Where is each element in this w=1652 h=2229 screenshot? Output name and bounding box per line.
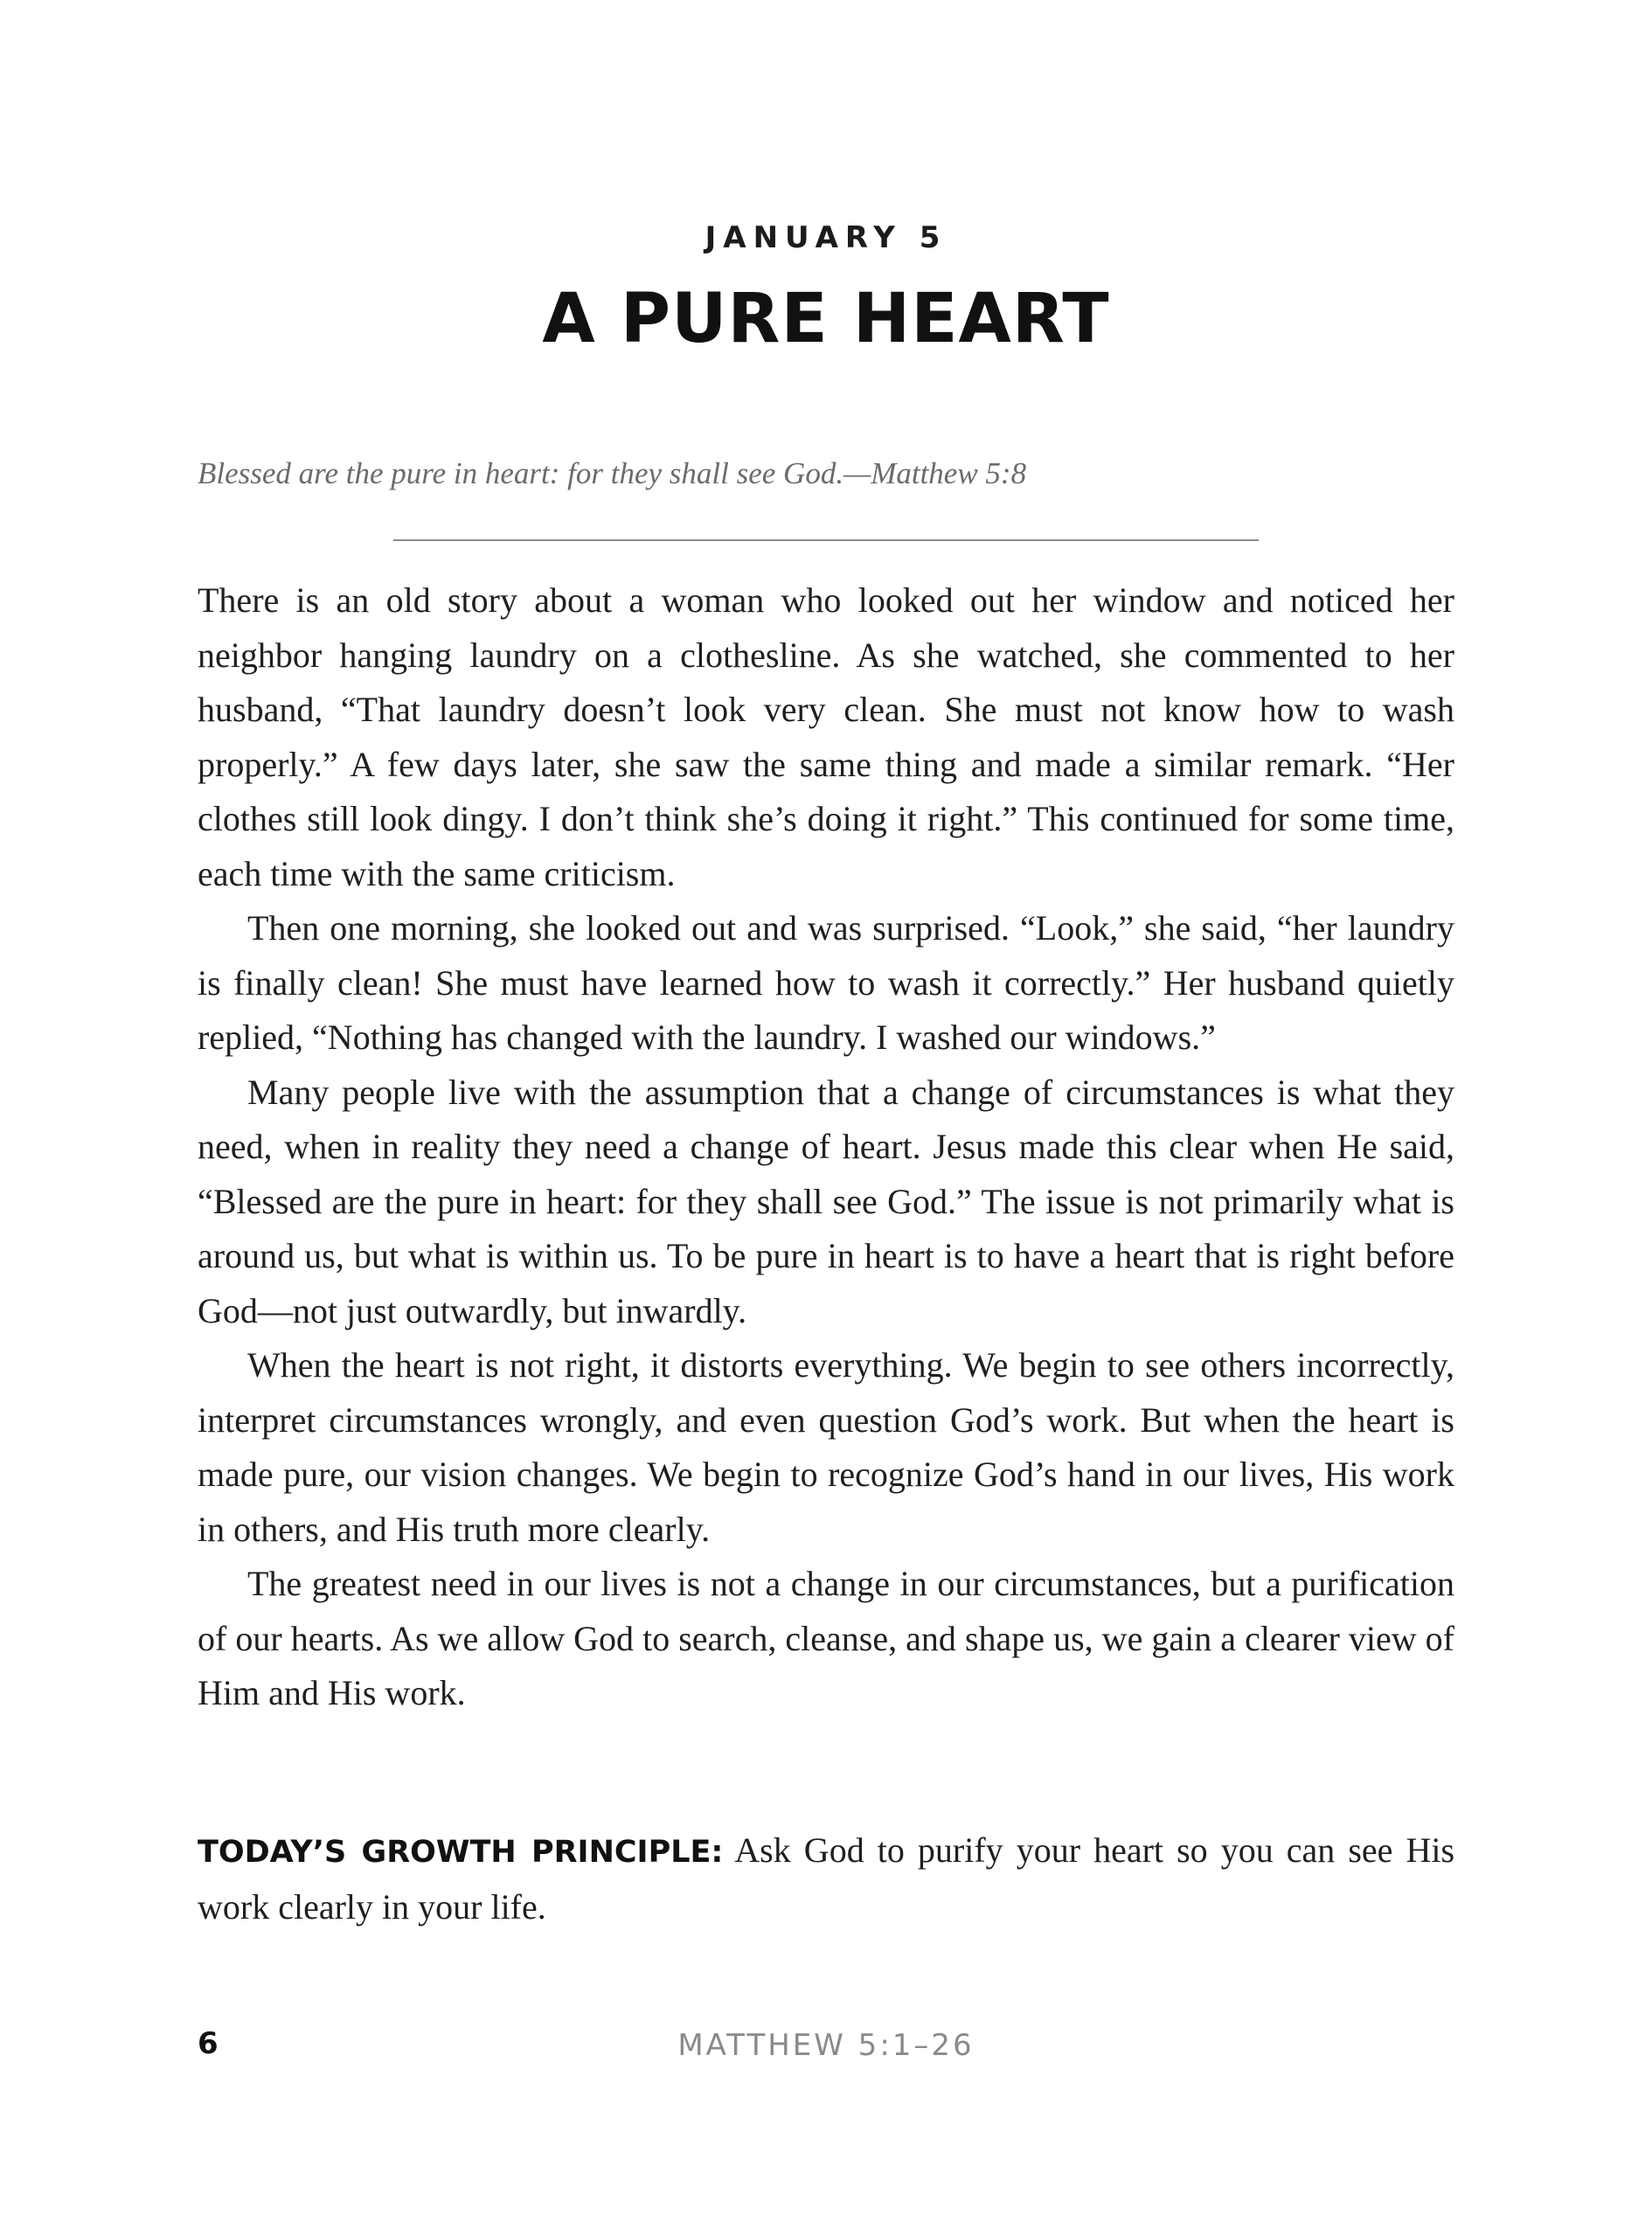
entry-title: A PURE HEART xyxy=(542,280,1110,358)
growth-principle-label: TODAY’S GROWTH PRINCIPLE: xyxy=(198,1835,724,1870)
body-paragraph: Then one morning, she looked out and was surprised. “Look,” she said, “her laundry is finally clean! She must have learned how to wash it correctly.” Her husband quietly replied, “Nothing has changed with the laundry. I washed our windows.” xyxy=(198,908,1454,1057)
body-paragraph: The greatest need in our lives is not a change in our circumstances, but a purification of our hearts. As we allow God to search, cleanse, and shape us, we gain a clearer view of Him and His work. xyxy=(198,1564,1454,1712)
body-paragraph: Many people live with the assumption that a change of circumstances is what they need, when in reality they need a change of heart. Jesus made this clear when He said, “Blessed are the pure in heart: for they shall see God.” The issue is not primarily what is around us, but what is within us. To be pure in heart is to have a heart that is right before God—not just outwardly, but inwardly. xyxy=(198,1072,1454,1330)
entry-date: JANUARY 5 xyxy=(705,220,947,255)
body-paragraph: When the heart is not right, it distorts everything. We begin to see others incorrectly, interpret circumstances wrongly, and even question God’s work. But when the heart is made pure, our vision changes. We begin to recognize God’s hand in our lives, His work in others, and His truth more clearly. xyxy=(198,1345,1454,1549)
divider-rule xyxy=(393,539,1259,541)
page-number: 6 xyxy=(198,2026,219,2061)
growth-principle-text: Ask God to purify your heart so you can see His work clearly in your life. xyxy=(198,1830,1455,1927)
running-footer: MATTHEW 5:1–26 xyxy=(677,2028,975,2063)
growth-principle xyxy=(198,1823,1454,1934)
body-paragraph: There is an old story about a woman who looked out her window and noticed her neighbor hanging laundry on a clothesline. As she watched, she commented to her husband, “That laundry doesn’t look very clean. She must not know how to wash properly.” A few days later, she saw the same thing and made a similar remark. “Her clothes still look dingy. I don’t think she’s doing it right.” This continued for some time, each time with the same criticism. xyxy=(198,580,1454,893)
devotional-body xyxy=(198,573,1454,1721)
epigraph-verse: Blessed are the pure in heart: for they shall see God.—Matthew 5:8 xyxy=(198,456,1027,490)
